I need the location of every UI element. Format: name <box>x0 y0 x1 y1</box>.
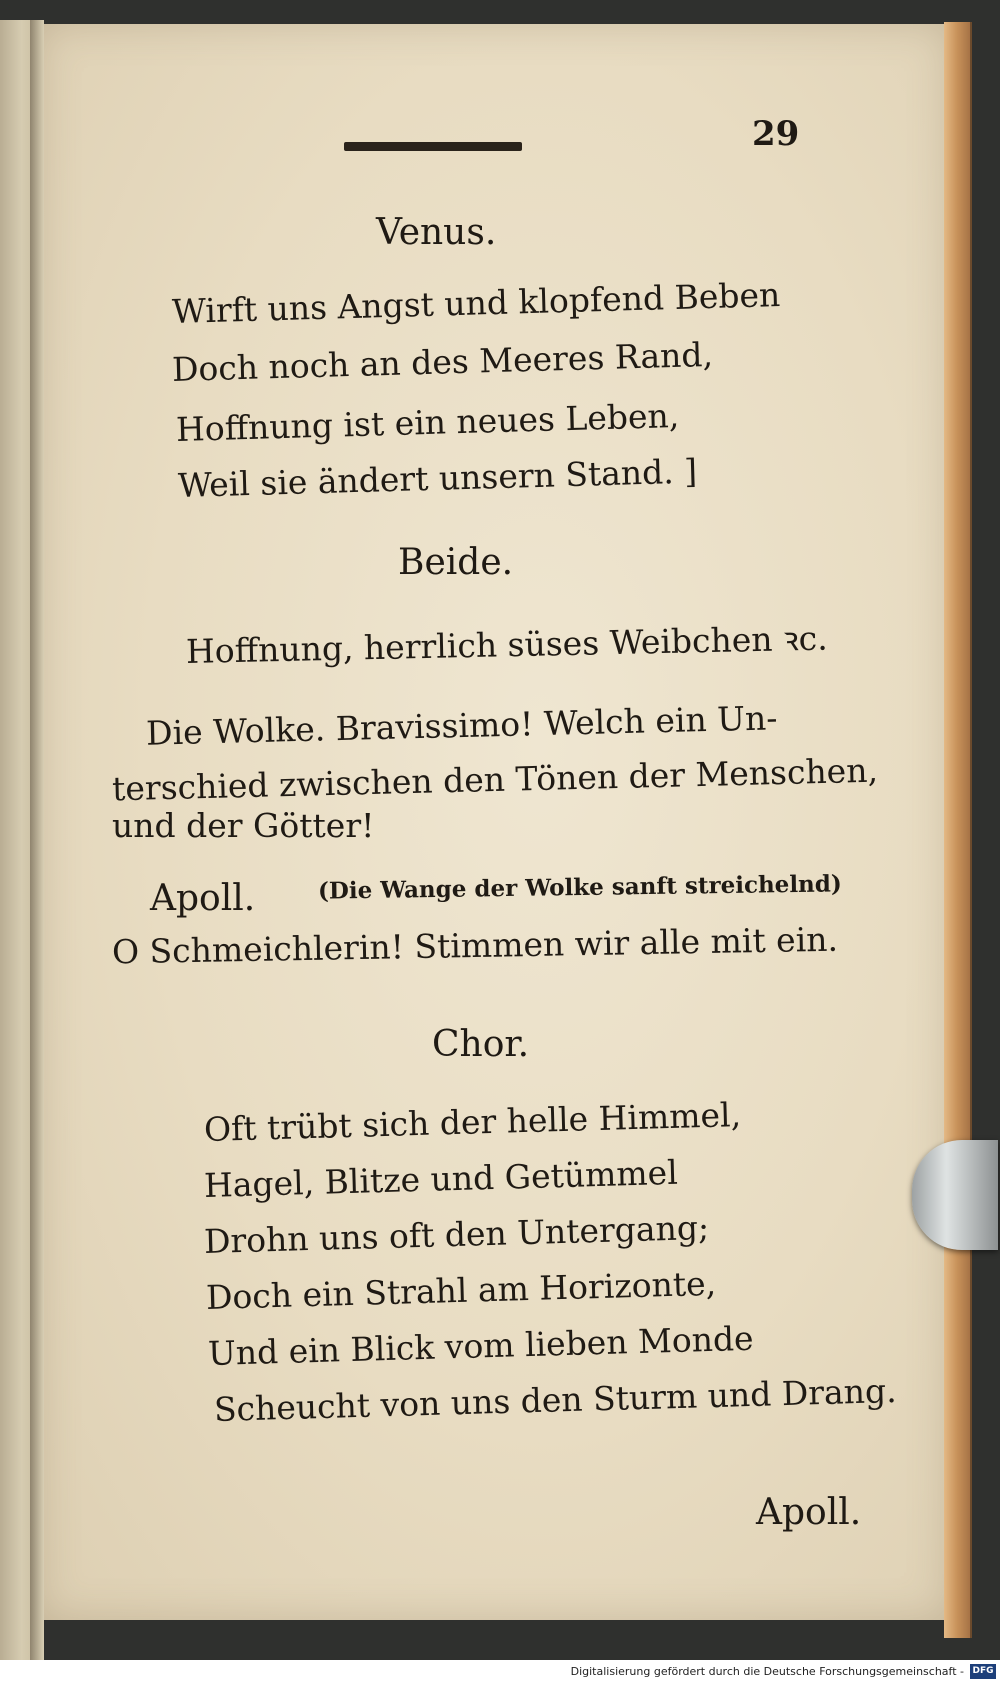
verse-line: Weil sie ändert unsern Stand. ] <box>177 451 698 505</box>
verse-line: Doch ein Strahl am Horizonte, <box>205 1263 717 1317</box>
verse-line: Hagel, Blitze und Getümmel <box>203 1152 679 1205</box>
page-clip <box>912 1140 998 1250</box>
speaker-beide: Beide. <box>398 542 514 583</box>
verse-line: Scheucht von uns den Sturm und Drang. <box>213 1370 898 1429</box>
verse-line: Und ein Blick vom lieben Monde <box>207 1318 755 1373</box>
speaker-chor: Chor. <box>432 1024 530 1065</box>
page-number: 29 <box>752 114 800 154</box>
speaker-apoll: Apoll. <box>150 878 256 919</box>
verse-line: Hoffnung, herrlich süses Weibchen ꝛc. <box>185 618 829 671</box>
digitization-credit: Digitalisierung gefördert durch die Deutsche Forschungsgemeinschaft - <box>570 1665 964 1678</box>
page-block-edge <box>944 22 972 1638</box>
verse-line: Hoffnung ist ein neues Leben, <box>175 395 680 449</box>
prose-line: terschied zwischen den Tönen der Menschen, <box>111 750 879 809</box>
header-rule <box>344 142 522 151</box>
verse-line: Doch noch an des Meeres Rand, <box>171 334 714 389</box>
stage-direction: (Die Wange der Wolke sanft streichelnd) <box>317 870 842 905</box>
catchword: Apoll. <box>756 1492 862 1533</box>
verse-line: Wirft uns Angst und klopfend Beben <box>171 275 781 331</box>
prose-line: und der Götter! <box>112 806 375 845</box>
verse-line: Drohn uns oft den Untergang; <box>203 1207 710 1261</box>
dfg-logo: DFG <box>970 1664 996 1679</box>
book-gutter <box>30 20 44 1660</box>
speech-line: O Schmeichlerin! Stimmen wir alle mit ein. <box>111 919 839 972</box>
verse-line: Oft trübt sich der helle Himmel, <box>203 1095 742 1149</box>
prose-line: Die Wolke. Bravissimo! Welch ein Un- <box>145 698 778 753</box>
speaker-venus: Venus. <box>376 212 497 253</box>
